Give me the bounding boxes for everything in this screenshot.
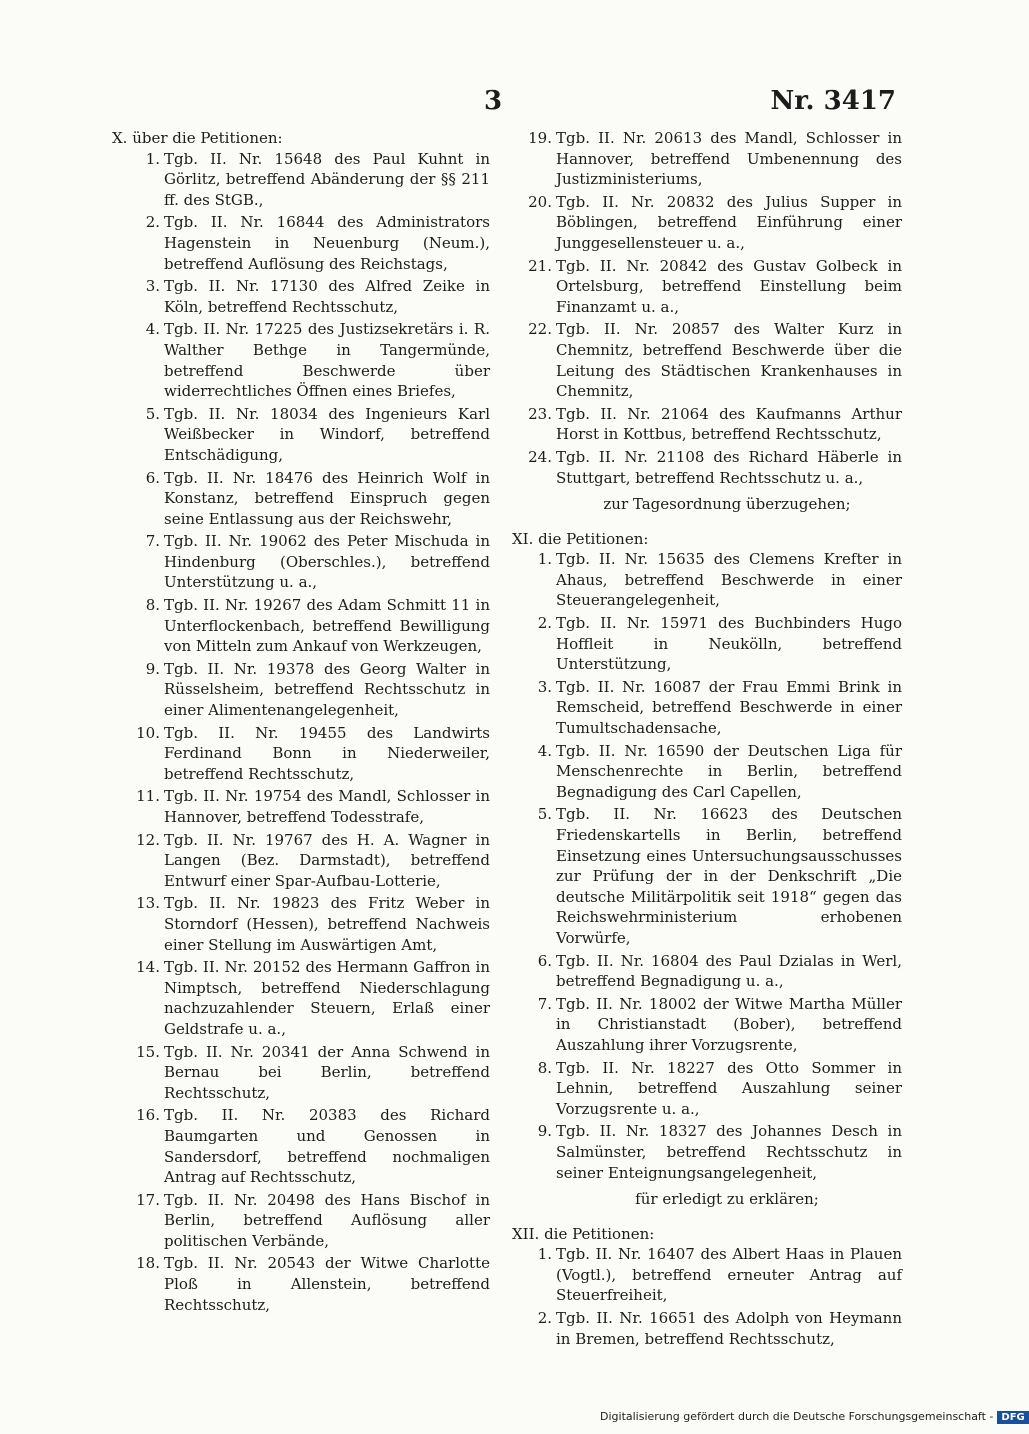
dfg-logo: DFG xyxy=(997,1411,1028,1424)
petition-item xyxy=(112,468,490,530)
item-text: Tgb. II. Nr. 16804 des Paul Dzialas in Werl, betreffend Begnadigung u. a., xyxy=(556,951,902,991)
item-number: 8. xyxy=(145,596,160,615)
item-number: 16. xyxy=(136,1106,160,1125)
petition-item xyxy=(112,957,490,1039)
item-text: Tgb. II. Nr. 19378 des Georg Walter in Rüsselsheim, betreffend Rechtsschutz in einer Alimentenangelegenheit, xyxy=(164,659,490,720)
item-number: 24. xyxy=(528,447,552,466)
item-number: 5. xyxy=(537,805,552,824)
item-text: Tgb. II. Nr. 19455 des Landwirts Ferdinand Bonn in Niederweiler, betreffend Rechtsschutz, xyxy=(164,723,490,783)
item-number: 9. xyxy=(537,1122,552,1141)
item-number: 9. xyxy=(145,659,160,678)
petition-item xyxy=(512,804,902,948)
item-number: 7. xyxy=(145,532,160,551)
right-column xyxy=(512,128,902,1351)
item-text: Tgb. II. Nr. 16087 der Frau Emmi Brink in Remscheid, betreffend Beschwerde in einer Tumultschadensache, xyxy=(556,677,902,738)
petition-item xyxy=(512,319,902,401)
item-text: Tgb. II. Nr. 18034 des Ingenieurs Karl Weißbecker in Windorf, betreffend Entschädigung, xyxy=(164,404,490,464)
section-xi xyxy=(512,529,902,1210)
petition-item xyxy=(512,741,902,803)
item-number: 3. xyxy=(537,677,552,696)
item-number: 14. xyxy=(136,958,160,977)
petition-list xyxy=(512,549,902,1183)
petition-item xyxy=(512,404,902,445)
section-heading: XI. die Petitionen: xyxy=(512,529,649,548)
petition-item xyxy=(512,677,902,739)
item-text: Tgb. II. Nr. 18476 des Heinrich Wolf in Konstanz, betreffend Einspruch gegen seine Entlassung aus der Reichswehr, xyxy=(164,468,490,528)
item-number: 6. xyxy=(537,951,552,970)
petition-item xyxy=(112,319,490,401)
item-number: 10. xyxy=(136,723,160,742)
section-x xyxy=(112,128,490,1315)
item-number: 23. xyxy=(528,404,552,423)
petition-item xyxy=(112,659,490,721)
petition-item xyxy=(112,1105,490,1187)
item-number: 2. xyxy=(537,1309,552,1328)
item-text: Tgb. II. Nr. 20498 des Hans Bischof in Berlin, betreffend Auflösung aller politischen Verbände, xyxy=(164,1190,490,1250)
item-text: Tgb. II. Nr. 16623 des Deutschen Friedenskartells in Berlin, betreffend Einsetzung eines Untersuchungsausschusses zur Prüfung der in der Denkschrift „Die deutsche Militärpolitik seit 1918“ gegen das Reichswehrministerium erhobenen Vorwürfe, xyxy=(556,805,902,947)
item-text: Tgb. II. Nr. 20152 des Hermann Gaffron in Nimptsch, betreffend Niederschlagung nachzuzahlender Steuern, Erlaß einer Geldstrafe u. a., xyxy=(164,958,490,1038)
item-text: Tgb. II. Nr. 18327 des Johannes Desch in Salmünster, betreffend Rechtsschutz in seiner Enteignungsangelegenheit, xyxy=(556,1122,902,1182)
item-number: 21. xyxy=(528,256,552,275)
item-text: Tgb. II. Nr. 20842 des Gustav Golbeck in Ortelsburg, betreffend Einstellung beim Finanzamt u. a., xyxy=(556,256,902,316)
petition-item xyxy=(512,994,902,1056)
item-text: Tgb. II. Nr. 17130 des Alfred Zeike in Köln, betreffend Rechtsschutz, xyxy=(164,277,490,316)
petition-item xyxy=(112,1253,490,1315)
item-text: Tgb. II. Nr. 21064 des Kaufmanns Arthur Horst in Kottbus, betreffend Rechtsschutz, xyxy=(556,404,902,444)
section-xii xyxy=(512,1224,902,1350)
item-number: 19. xyxy=(528,129,552,147)
item-text: Tgb. II. Nr. 15648 des Paul Kuhnt in Görlitz, betreffend Abänderung der §§ 211 ff. des StGB., xyxy=(164,149,490,209)
item-text: Tgb. II. Nr. 19823 des Fritz Weber in Storndorf (Hessen), betreffend Nachweis einer Stellung im Auswärtigen Amt, xyxy=(164,894,490,954)
petition-item xyxy=(112,1190,490,1252)
item-number: 2. xyxy=(145,213,160,232)
petition-item xyxy=(112,276,490,317)
petition-list xyxy=(112,149,490,1316)
petition-item xyxy=(112,723,490,785)
petition-item xyxy=(112,893,490,955)
petition-item xyxy=(512,1121,902,1183)
petition-item xyxy=(112,212,490,274)
item-number: 22. xyxy=(528,320,552,339)
item-number: 7. xyxy=(537,994,552,1013)
item-text: Tgb. II. Nr. 19767 des H. A. Wagner in Langen (Bez. Darmstadt), betreffend Entwurf einer Spar-Aufbau-Lotterie, xyxy=(164,830,490,890)
item-text: Tgb. II. Nr. 15971 des Buchbinders Hugo Hoffleit in Neukölln, betreffend Unterstützung, xyxy=(556,614,902,674)
petition-item xyxy=(512,256,902,318)
item-text: Tgb. II. Nr. 21108 des Richard Häberle in Stuttgart, betreffend Rechtsschutz u. a., xyxy=(556,447,902,487)
item-number: 12. xyxy=(136,830,160,849)
item-text: Tgb. II. Nr. 17225 des Justizsekretärs i. R. Walther Bethge in Tangermünde, betreffend Beschwerde über widerrechtliches Öffnen eines Briefes, xyxy=(164,320,490,401)
left-column xyxy=(112,128,490,1317)
petition-item xyxy=(512,192,902,254)
petition-item xyxy=(512,1308,902,1349)
item-text: Tgb. II. Nr. 19754 des Mandl, Schlosser in Hannover, betreffend Todesstrafe, xyxy=(164,787,490,826)
item-number: 13. xyxy=(136,894,160,913)
petition-item xyxy=(112,595,490,657)
petition-list xyxy=(512,1244,902,1349)
item-number: 4. xyxy=(537,741,552,760)
item-number: 1. xyxy=(537,550,552,569)
footer-text: Digitalisierung gefördert durch die Deutsche Forschungsgemeinschaft - xyxy=(600,1410,994,1423)
petition-list xyxy=(512,128,902,488)
item-number: 17. xyxy=(136,1190,160,1209)
item-text: Tgb. II. Nr. 20857 des Walter Kurz in Chemnitz, betreffend Beschwerde über die Leitung des Städtischen Krankenhauses in Chemnitz, xyxy=(556,320,902,401)
section-heading: XII. die Petitionen: xyxy=(512,1224,655,1243)
item-number: 3. xyxy=(145,277,160,296)
item-text: Tgb. II. Nr. 19267 des Adam Schmitt 11 in Unterflockenbach, betreffend Bewilligung von Mitteln zum Ankauf von Werkzeugen, xyxy=(164,596,490,656)
section-closing: zur Tagesordnung überzugehen; xyxy=(603,495,851,514)
item-text: Tgb. II. Nr. 16844 des Administrators Hagenstein in Neuenburg (Neum.), betreffend Auflösung des Reichstags, xyxy=(164,213,490,273)
item-number: 18. xyxy=(136,1254,160,1273)
petition-item xyxy=(512,613,902,675)
item-number: 4. xyxy=(145,320,160,339)
petition-item xyxy=(512,951,902,992)
item-number: 1. xyxy=(537,1245,552,1264)
item-number: 5. xyxy=(145,404,160,423)
item-text: Tgb. II. Nr. 16407 des Albert Haas in Plauen (Vogtl.), betreffend erneuter Antrag auf Steuerfreiheit, xyxy=(556,1245,902,1305)
item-number: 11. xyxy=(136,787,160,806)
petition-item xyxy=(112,830,490,892)
item-text: Tgb. II. Nr. 18002 der Witwe Martha Müller in Christianstadt (Bober), betreffend Auszahlung ihrer Vorzugsrente, xyxy=(556,994,902,1054)
petition-item xyxy=(512,1058,902,1120)
petition-item xyxy=(512,447,902,488)
petition-item xyxy=(512,549,902,611)
petition-item xyxy=(112,404,490,466)
page-number: 3 xyxy=(484,86,503,116)
item-text: Tgb. II. Nr. 20832 des Julius Supper in Böblingen, betreffend Einführung einer Junggesellensteuer u. a., xyxy=(556,192,902,252)
petition-item xyxy=(112,531,490,593)
item-text: Tgb. II. Nr. 19062 des Peter Mischuda in Hindenburg (Oberschles.), betreffend Unterstützung u. a., xyxy=(164,532,490,592)
item-text: Tgb. II. Nr. 15635 des Clemens Krefter in Ahaus, betreffend Beschwerde in einer Steuerangelegenheit, xyxy=(556,550,902,610)
petition-item xyxy=(112,149,490,211)
item-text: Tgb. II. Nr. 20543 der Witwe Charlotte Ploß in Allenstein, betreffend Rechtsschutz, xyxy=(164,1254,490,1314)
item-number: 6. xyxy=(145,468,160,487)
item-text: Tgb. II. Nr. 16651 des Adolph von Heymann in Bremen, betreffend Rechtsschutz, xyxy=(556,1309,902,1348)
item-number: 1. xyxy=(145,149,160,168)
item-text: Tgb. II. Nr. 16590 der Deutschen Liga für Menschenrechte in Berlin, betreffend Begnadigung des Carl Capellen, xyxy=(556,741,902,801)
item-number: 8. xyxy=(537,1058,552,1077)
section-heading: X. über die Petitionen: xyxy=(112,129,283,147)
item-text: Tgb. II. Nr. 20613 des Mandl, Schlosser in Hannover, betreffend Umbenennung des Justizministeriums, xyxy=(556,129,902,189)
item-text: Tgb. II. Nr. 20341 der Anna Schwend in Bernau bei Berlin, betreffend Rechtsschutz, xyxy=(164,1042,490,1102)
document-number: Nr. 3417 xyxy=(770,86,896,116)
footer xyxy=(600,1410,1029,1424)
petition-item xyxy=(512,1244,902,1306)
petition-item xyxy=(112,786,490,827)
item-number: 2. xyxy=(537,614,552,633)
petition-item xyxy=(112,1042,490,1104)
item-text: Tgb. II. Nr. 18227 des Otto Sommer in Lehnin, betreffend Auszahlung seiner Vorzugsrente u. a., xyxy=(556,1058,902,1118)
item-number: 20. xyxy=(528,192,552,211)
section-closing: für erledigt zu erklären; xyxy=(635,1190,819,1209)
petition-item xyxy=(512,128,902,190)
item-number: 15. xyxy=(136,1042,160,1061)
item-text: Tgb. II. Nr. 20383 des Richard Baumgarten und Genossen in Sandersdorf, betreffend nochmaligen Antrag auf Rechtsschutz, xyxy=(164,1106,490,1187)
